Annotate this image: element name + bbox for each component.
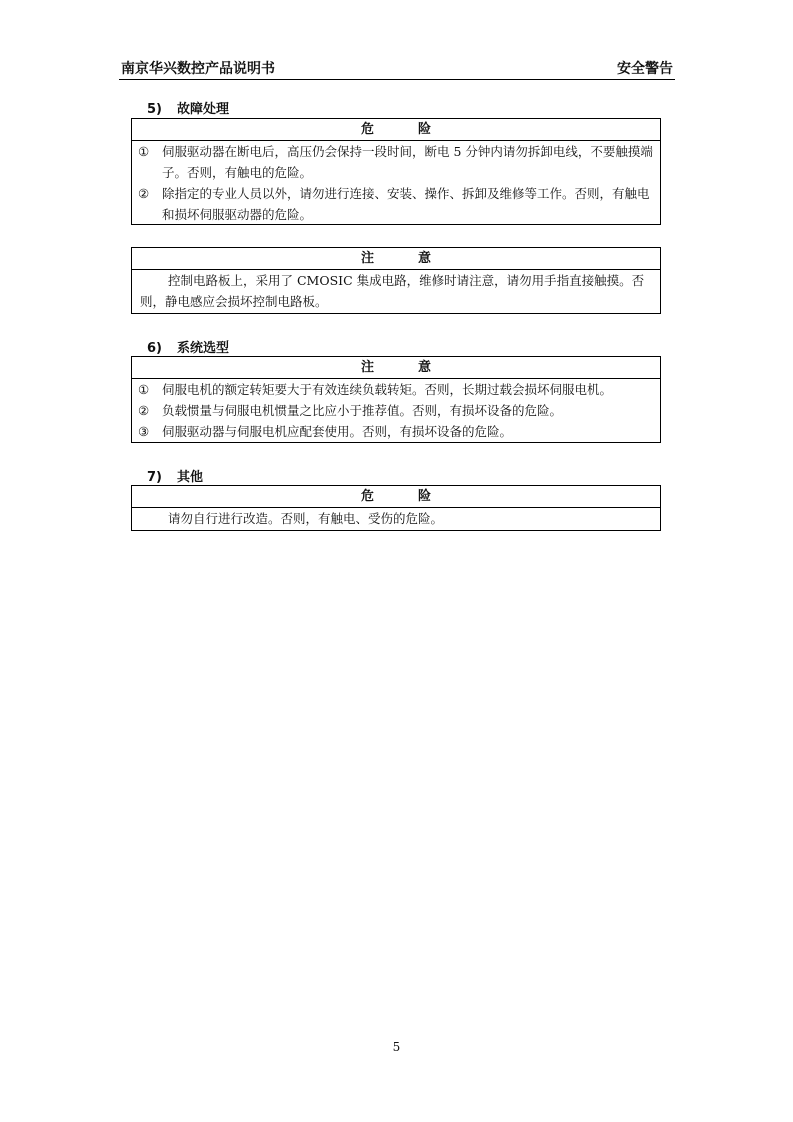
caution-box-circuit <box>131 247 661 314</box>
box-heading <box>132 119 660 141</box>
heading-char: 注 <box>360 360 374 375</box>
item-text: 除指定的专业人员以外，请勿进行连接、安装、操作、拆卸及维修等工作。否则，有触电和损坏伺服驱动器的危险。 <box>162 186 650 222</box>
item-marker: ② <box>138 186 150 201</box>
section-number: 5) <box>147 102 162 117</box>
item-marker: ② <box>138 403 150 418</box>
heading-char: 危 <box>360 122 374 137</box>
section-label: 系统选型 <box>177 341 230 356</box>
section-title-system-selection <box>147 337 229 356</box>
item-marker: ① <box>138 382 150 397</box>
list-item <box>132 421 660 442</box>
section-label: 故障处理 <box>177 102 230 117</box>
section-title-fault-handling <box>147 98 229 117</box>
item-text: 负载惯量与伺服电机惯量之比应小于推荐值。否则，有损坏设备的危险。 <box>162 403 563 418</box>
danger-box-other <box>131 485 661 531</box>
section-number: 7) <box>147 470 162 485</box>
danger-box-fault <box>131 118 661 225</box>
list-item <box>132 379 660 400</box>
heading-char: 意 <box>418 360 432 375</box>
item-text: 伺服电机的额定转矩要大于有效连续负载转矩。否则，长期过载会损坏伺服电机。 <box>162 382 613 397</box>
heading-char: 险 <box>418 122 432 137</box>
list-item <box>132 141 660 183</box>
item-text: 伺服驱动器在断电后，高压仍会保持一段时间，断电 5 分钟内请勿拆卸电线，不要触摸端子。否则，有触电的危险。 <box>162 144 653 180</box>
heading-char: 险 <box>418 489 432 504</box>
page-number: 5 <box>392 1040 401 1054</box>
section-number: 6) <box>147 341 162 356</box>
document-title: 南京华兴数控产品说明书 <box>121 61 275 77</box>
heading-char: 危 <box>360 489 374 504</box>
item-marker: ③ <box>138 424 150 439</box>
caution-box-selection <box>131 356 661 443</box>
box-heading <box>132 357 660 379</box>
heading-char: 注 <box>360 251 374 266</box>
section-title-other <box>147 466 203 485</box>
box-paragraph: 请勿自行进行改造。否则，有触电、受伤的危险。 <box>168 511 444 526</box>
list-item <box>132 183 660 225</box>
box-heading <box>132 486 660 508</box>
page-header <box>119 58 675 80</box>
item-text: 伺服驱动器与伺服电机应配套使用。否则，有损坏设备的危险。 <box>162 424 513 439</box>
box-paragraph: 控制电路板上，采用了 CMOSIC 集成电路，维修时请注意，请勿用手指直接触摸。否则，静电感应会损坏控制电路板。 <box>140 273 645 309</box>
list-item <box>132 400 660 421</box>
box-heading <box>132 248 660 270</box>
section-label: 其他 <box>177 470 204 485</box>
chapter-title: 安全警告 <box>617 61 673 77</box>
heading-char: 意 <box>418 251 432 266</box>
item-marker: ① <box>138 144 150 159</box>
